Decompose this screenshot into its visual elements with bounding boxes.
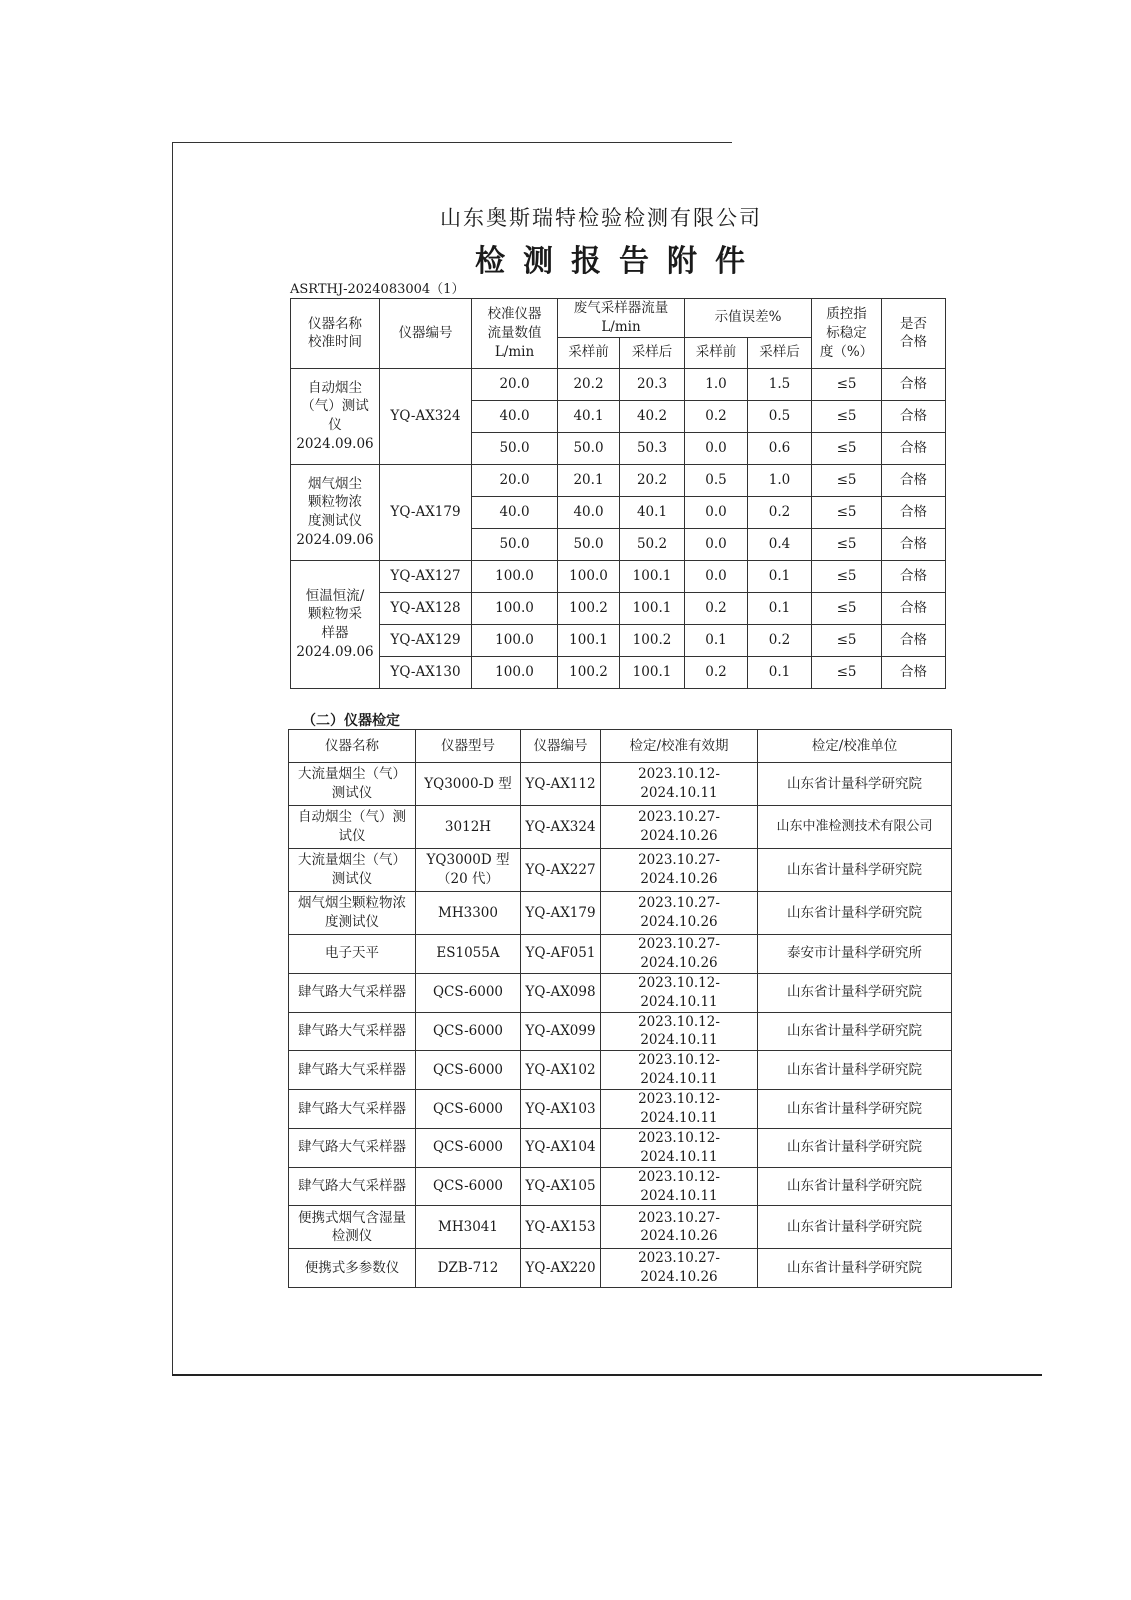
table-row [289, 806, 952, 849]
unit-cell: 山东省计量科学研究院 [758, 849, 952, 892]
header-qc: 质控指 标稳定 度（%） [812, 299, 882, 369]
calib-flow-cell: 20.0 [472, 368, 558, 400]
unit-cell: 山东省计量科学研究院 [758, 763, 952, 806]
pass-cell: 合格 [882, 432, 946, 464]
header-before: 采样前 [558, 337, 620, 368]
qc-cell: ≤5 [812, 656, 882, 688]
header-err-after: 采样后 [748, 337, 812, 368]
pass-cell: 合格 [882, 560, 946, 592]
calib-flow-cell: 20.0 [472, 464, 558, 496]
unit-cell: 山东省计量科学研究院 [758, 1206, 952, 1249]
table-row [291, 592, 946, 624]
qc-cell: ≤5 [812, 592, 882, 624]
flow-after-cell: 100.1 [620, 656, 685, 688]
flow-before-cell: 100.0 [558, 560, 620, 592]
page-frame-bottom [172, 1374, 1042, 1376]
table-row [289, 1012, 952, 1051]
qc-cell: ≤5 [812, 528, 882, 560]
model-cell: YQ3000-D 型 [416, 763, 521, 806]
flow-after-cell: 50.2 [620, 528, 685, 560]
calib-flow-cell: 100.0 [472, 560, 558, 592]
instrument-no-cell: YQ-AX128 [380, 592, 472, 624]
model-cell: MH3041 [416, 1206, 521, 1249]
instrument-name-cell: 肆气路大气采样器 [289, 1167, 416, 1206]
model-cell: QCS-6000 [416, 1012, 521, 1051]
instrument-no-cell: YQ-AX112 [521, 763, 601, 806]
instrument-name-cell: 肆气路大气采样器 [289, 1128, 416, 1167]
qc-cell: ≤5 [812, 624, 882, 656]
flow-after-cell: 20.2 [620, 464, 685, 496]
instrument-name-cell: 大流量烟尘（气） 测试仪 [289, 849, 416, 892]
error-after-cell: 0.4 [748, 528, 812, 560]
calib-flow-cell: 100.0 [472, 656, 558, 688]
document-title: 检测报告附件 [475, 244, 763, 279]
table-row [289, 849, 952, 892]
table-row [289, 1249, 952, 1288]
page-frame-left [172, 142, 173, 1375]
validity-cell: 2023.10.12-2024.10.11 [601, 1012, 758, 1051]
unit-cell: 山东中准检测技术有限公司 [758, 806, 952, 849]
instrument-name-cell: 恒温恒流/ 颗粒物采 样器 2024.09.06 [291, 560, 380, 688]
error-after-cell: 0.6 [748, 432, 812, 464]
validity-cell: 2023.10.12-2024.10.11 [601, 1051, 758, 1090]
error-after-cell: 0.2 [748, 496, 812, 528]
error-before-cell: 0.0 [685, 432, 748, 464]
table-row [291, 464, 946, 496]
instrument-no-cell: YQ-AX179 [380, 464, 472, 560]
instrument-no-cell: YQ-AX099 [521, 1012, 601, 1051]
validity-cell: 2023.10.27-2024.10.26 [601, 1206, 758, 1249]
flow-before-cell: 20.2 [558, 368, 620, 400]
validity-cell: 2023.10.27-2024.10.26 [601, 849, 758, 892]
error-after-cell: 0.5 [748, 400, 812, 432]
model-cell: QCS-6000 [416, 1128, 521, 1167]
table-row [289, 935, 952, 974]
instrument-no-cell: YQ-AX098 [521, 973, 601, 1012]
pass-cell: 合格 [882, 528, 946, 560]
table-row [289, 1206, 952, 1249]
table-row [291, 624, 946, 656]
instrument-no-cell: YQ-AX220 [521, 1249, 601, 1288]
instrument-no-cell: YQ-AX127 [380, 560, 472, 592]
instrument-name-cell: 肆气路大气采样器 [289, 973, 416, 1012]
header-instrument-no: 仪器编号 [380, 299, 472, 369]
flow-after-cell: 40.1 [620, 496, 685, 528]
calib-flow-cell: 40.0 [472, 496, 558, 528]
model-cell: QCS-6000 [416, 1090, 521, 1129]
table-row [289, 1167, 952, 1206]
error-after-cell: 1.5 [748, 368, 812, 400]
qc-cell: ≤5 [812, 400, 882, 432]
error-before-cell: 0.1 [685, 624, 748, 656]
model-cell: 3012H [416, 806, 521, 849]
header-cell: 仪器编号 [521, 730, 601, 763]
pass-cell: 合格 [882, 496, 946, 528]
table-row [289, 892, 952, 935]
flow-after-cell: 100.1 [620, 592, 685, 624]
error-before-cell: 0.0 [685, 528, 748, 560]
instrument-name-cell: 肆气路大气采样器 [289, 1051, 416, 1090]
pass-cell: 合格 [882, 624, 946, 656]
flow-before-cell: 50.0 [558, 528, 620, 560]
instrument-name-cell: 便携式烟气含湿量 检测仪 [289, 1206, 416, 1249]
instrument-name-cell: 肆气路大气采样器 [289, 1012, 416, 1051]
instrument-no-cell: YQ-AX324 [380, 368, 472, 464]
header-err-before: 采样前 [685, 337, 748, 368]
instrument-name-cell: 肆气路大气采样器 [289, 1090, 416, 1129]
model-cell: MH3300 [416, 892, 521, 935]
header-cell: 检定/校准单位 [758, 730, 952, 763]
instrument-no-cell: YQ-AX153 [521, 1206, 601, 1249]
flow-after-cell: 40.2 [620, 400, 685, 432]
pass-cell: 合格 [882, 656, 946, 688]
report-number: ASRTHJ-2024083004（1） [290, 282, 465, 297]
unit-cell: 山东省计量科学研究院 [758, 1090, 952, 1129]
validity-cell: 2023.10.12-2024.10.11 [601, 973, 758, 1012]
flow-before-cell: 40.0 [558, 496, 620, 528]
error-after-cell: 1.0 [748, 464, 812, 496]
model-cell: QCS-6000 [416, 1167, 521, 1206]
company-name: 山东奥斯瑞特检验检测有限公司 [440, 206, 762, 230]
table-row [289, 973, 952, 1012]
error-before-cell: 0.0 [685, 496, 748, 528]
error-after-cell: 0.1 [748, 592, 812, 624]
calib-flow-cell: 100.0 [472, 624, 558, 656]
verification-table [288, 729, 952, 1288]
error-before-cell: 0.5 [685, 464, 748, 496]
validity-cell: 2023.10.27-2024.10.26 [601, 1249, 758, 1288]
validity-cell: 2023.10.27-2024.10.26 [601, 935, 758, 974]
error-before-cell: 0.2 [685, 592, 748, 624]
instrument-no-cell: YQ-AX103 [521, 1090, 601, 1129]
instrument-no-cell: YQ-AF051 [521, 935, 601, 974]
validity-cell: 2023.10.12-2024.10.11 [601, 1167, 758, 1206]
model-cell: ES1055A [416, 935, 521, 974]
table-row [291, 656, 946, 688]
unit-cell: 山东省计量科学研究院 [758, 1012, 952, 1051]
flow-before-cell: 100.1 [558, 624, 620, 656]
instrument-name-cell: 烟气烟尘颗粒物浓 度测试仪 [289, 892, 416, 935]
page-frame-top [172, 142, 732, 143]
instrument-no-cell: YQ-AX324 [521, 806, 601, 849]
qc-cell: ≤5 [812, 368, 882, 400]
table-row [291, 368, 946, 400]
unit-cell: 泰安市计量科学研究所 [758, 935, 952, 974]
qc-cell: ≤5 [812, 560, 882, 592]
table-row [289, 763, 952, 806]
flow-before-cell: 40.1 [558, 400, 620, 432]
calib-flow-cell: 40.0 [472, 400, 558, 432]
flow-before-cell: 100.2 [558, 656, 620, 688]
instrument-no-cell: YQ-AX105 [521, 1167, 601, 1206]
pass-cell: 合格 [882, 592, 946, 624]
flow-after-cell: 20.3 [620, 368, 685, 400]
flow-before-cell: 50.0 [558, 432, 620, 464]
qc-cell: ≤5 [812, 464, 882, 496]
section-title-verification: （二）仪器检定 [302, 713, 400, 729]
unit-cell: 山东省计量科学研究院 [758, 1051, 952, 1090]
model-cell: QCS-6000 [416, 1051, 521, 1090]
instrument-no-cell: YQ-AX129 [380, 624, 472, 656]
validity-cell: 2023.10.12-2024.10.11 [601, 763, 758, 806]
error-before-cell: 0.2 [685, 400, 748, 432]
error-before-cell: 0.0 [685, 560, 748, 592]
qc-cell: ≤5 [812, 496, 882, 528]
header-row [291, 299, 946, 338]
table-row [289, 1051, 952, 1090]
header-cell: 仪器名称 [289, 730, 416, 763]
table-row [289, 1090, 952, 1129]
unit-cell: 山东省计量科学研究院 [758, 1249, 952, 1288]
instrument-no-cell: YQ-AX130 [380, 656, 472, 688]
validity-cell: 2023.10.12-2024.10.11 [601, 1128, 758, 1167]
header-pass: 是否 合格 [882, 299, 946, 369]
validity-cell: 2023.10.12-2024.10.11 [601, 1090, 758, 1129]
validity-cell: 2023.10.27-2024.10.26 [601, 806, 758, 849]
error-before-cell: 1.0 [685, 368, 748, 400]
header-after: 采样后 [620, 337, 685, 368]
pass-cell: 合格 [882, 368, 946, 400]
unit-cell: 山东省计量科学研究院 [758, 892, 952, 935]
header-calib-flow: 校准仪器 流量数值 L/min [472, 299, 558, 369]
unit-cell: 山东省计量科学研究院 [758, 973, 952, 1012]
error-after-cell: 0.1 [748, 656, 812, 688]
table-row [289, 1128, 952, 1167]
instrument-name-cell: 自动烟尘 （气）测试 仪 2024.09.06 [291, 368, 380, 464]
unit-cell: 山东省计量科学研究院 [758, 1128, 952, 1167]
calib-flow-cell: 50.0 [472, 432, 558, 464]
header-row [289, 730, 952, 763]
instrument-no-cell: YQ-AX104 [521, 1128, 601, 1167]
instrument-name-cell: 大流量烟尘（气） 测试仪 [289, 763, 416, 806]
unit-cell: 山东省计量科学研究院 [758, 1167, 952, 1206]
header-cell: 仪器型号 [416, 730, 521, 763]
instrument-no-cell: YQ-AX227 [521, 849, 601, 892]
instrument-name-cell: 便携式多参数仪 [289, 1249, 416, 1288]
instrument-no-cell: YQ-AX179 [521, 892, 601, 935]
header-cell: 检定/校准有效期 [601, 730, 758, 763]
header-name-time: 仪器名称 校准时间 [291, 299, 380, 369]
flow-after-cell: 100.1 [620, 560, 685, 592]
instrument-name-cell: 自动烟尘（气）测 试仪 [289, 806, 416, 849]
flow-before-cell: 20.1 [558, 464, 620, 496]
error-before-cell: 0.2 [685, 656, 748, 688]
model-cell: DZB-712 [416, 1249, 521, 1288]
table-row [291, 560, 946, 592]
instrument-name-cell: 烟气烟尘 颗粒物浓 度测试仪 2024.09.06 [291, 464, 380, 560]
pass-cell: 合格 [882, 464, 946, 496]
instrument-no-cell: YQ-AX102 [521, 1051, 601, 1090]
flow-before-cell: 100.2 [558, 592, 620, 624]
error-after-cell: 0.2 [748, 624, 812, 656]
instrument-name-cell: 电子天平 [289, 935, 416, 974]
header-sampler-flow: 废气采样器流量 L/min [558, 299, 685, 338]
qc-cell: ≤5 [812, 432, 882, 464]
flow-after-cell: 50.3 [620, 432, 685, 464]
model-cell: YQ3000D 型 （20 代） [416, 849, 521, 892]
pass-cell: 合格 [882, 400, 946, 432]
model-cell: QCS-6000 [416, 973, 521, 1012]
header-error: 示值误差% [685, 299, 812, 338]
flow-after-cell: 100.2 [620, 624, 685, 656]
calibration-table [290, 298, 946, 689]
calib-flow-cell: 100.0 [472, 592, 558, 624]
calib-flow-cell: 50.0 [472, 528, 558, 560]
error-after-cell: 0.1 [748, 560, 812, 592]
validity-cell: 2023.10.27-2024.10.26 [601, 892, 758, 935]
